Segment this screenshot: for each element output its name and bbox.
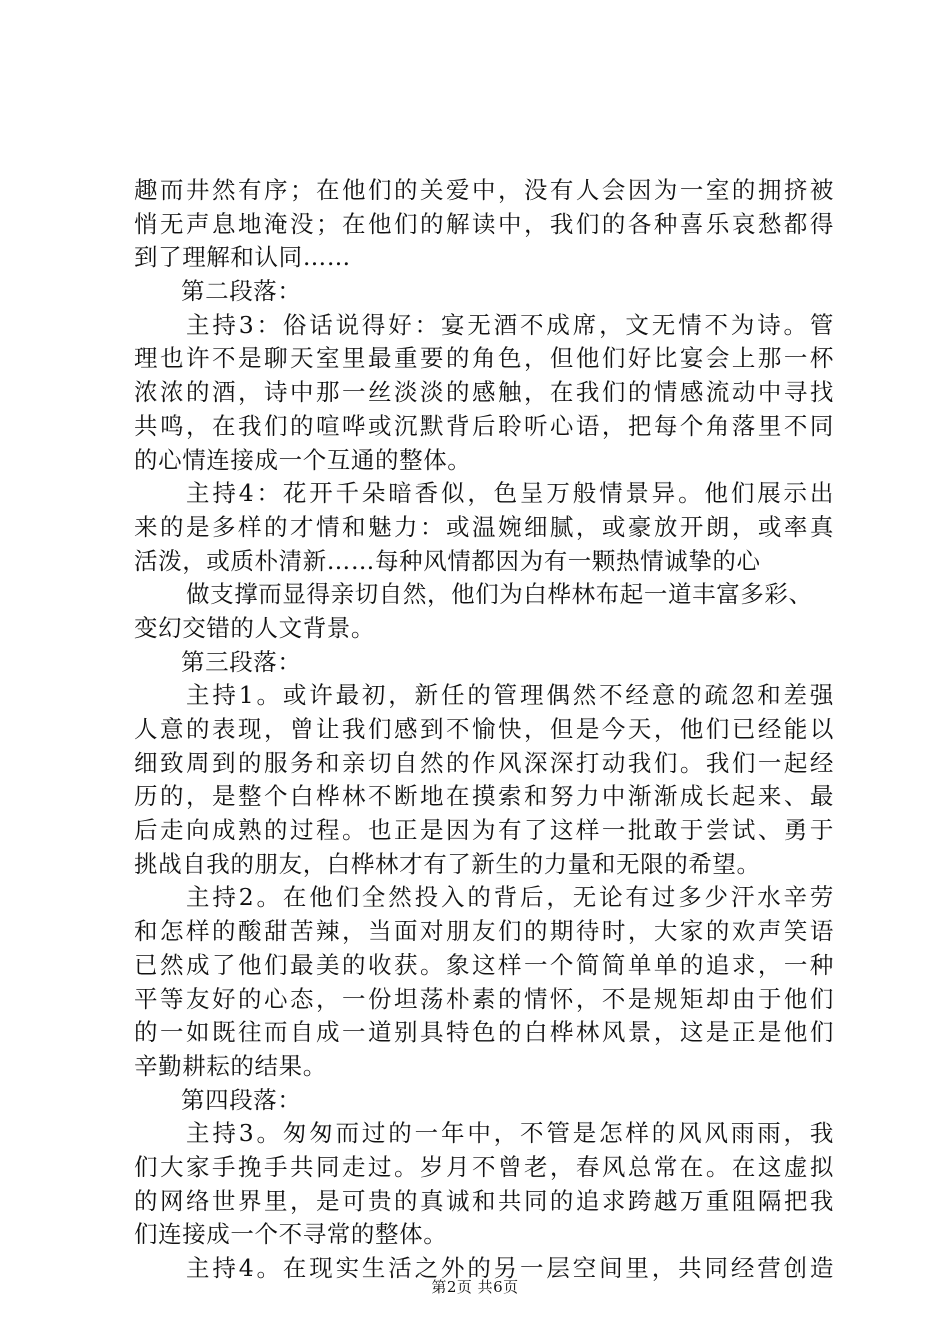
text-line: 人意的表现，曾让我们感到不愉快，但是今天，他们已经能以 <box>134 715 834 743</box>
text-line: 的心情连接成一个互通的整体。 <box>134 445 472 474</box>
text-line: 和怎样的酸甜苦辣，当面对朋友们的期待时，大家的欢声笑语 <box>134 917 834 946</box>
text-line: 已然成了他们最美的收获。象这样一个简简单单的追求，一种 <box>134 950 834 979</box>
text-line: 主持2。在他们全然投入的背后，无论有过多少汗水辛劳 <box>186 883 834 912</box>
text-line: 主持4：花开千朵暗香似，色呈万般情景异。他们展示出 <box>186 479 834 508</box>
text-line: 共鸣，在我们的喧哗或沉默背后聆听心语，把每个角落里不同 <box>134 411 834 440</box>
text-line: 平等友好的心态，一份坦荡朴素的情怀，不是规矩却由于他们 <box>134 984 834 1013</box>
document-body <box>134 174 834 1286</box>
section-heading: 第二段落： <box>181 277 302 306</box>
text-line: 主持3：俗话说得好：宴无酒不成席，文无情不为诗。管 <box>186 310 834 339</box>
text-line: 们连接成一个不寻常的整体。 <box>134 1220 448 1249</box>
text-line: 历的，是整个白桦林不断地在摸索和努力中渐渐成长起来、最 <box>134 782 834 811</box>
text-line: 变幻交错的人文背景。 <box>134 613 375 642</box>
text-line: 主持3。匆匆而过的一年中，不管是怎样的风风雨雨，我 <box>186 1119 834 1148</box>
text-line: 来的是多样的才情和魅力：或温婉细腻，或豪放开朗，或率真 <box>134 512 834 541</box>
text-line: 浓浓的酒，诗中那一丝淡淡的感触，在我们的情感流动中寻找 <box>134 378 834 407</box>
text-line: 悄无声息地淹没；在他们的解读中，我们的各种喜乐哀愁都得 <box>134 209 834 238</box>
text-line: 活泼，或质朴清新……每种风情都因为有一颗热情诚挚的心 <box>134 546 761 575</box>
page-footer <box>0 1276 950 1297</box>
text-line: 辛勤耕耘的结果。 <box>134 1051 327 1080</box>
text-line: 的一如既往而自成一道别具特色的白桦林风景，这是正是他们 <box>134 1018 834 1047</box>
text-line: 做支撑而显得亲切自然，他们为白桦林布起一道丰富多彩、 <box>186 580 813 609</box>
section-heading: 第四段落： <box>181 1085 302 1114</box>
text-line: 主持1。或许最初，新任的管理偶然不经意的疏忽和差强 <box>186 681 834 710</box>
text-line: 到了理解和认同…… <box>134 243 351 272</box>
page-number-label: 第2页 共6页 <box>431 1278 519 1296</box>
text-line: 后走向成熟的过程。也正是因为有了这样一批敢于尝试、勇于 <box>134 816 834 845</box>
text-line: 挑战自我的朋友，白桦林才有了新生的力量和无限的希望。 <box>134 849 761 878</box>
section-heading: 第三段落： <box>181 647 302 676</box>
text-line: 理也许不是聊天室里最重要的角色，但他们好比宴会上那一杯 <box>134 344 834 373</box>
text-line: 细致周到的服务和亲切自然的作风深深打动我们。我们一起经 <box>134 748 834 777</box>
text-line: 主持4。在现实生活之外的另一层空间里，共同经营创造 <box>186 1254 834 1282</box>
text-line: 们大家手挽手共同走过。岁月不曾老，春风总常在。在这虚拟 <box>134 1152 834 1181</box>
text-line: 的网络世界里，是可贵的真诚和共同的追求跨越万重阻隔把我 <box>134 1186 834 1215</box>
text-line: 趣而井然有序；在他们的关爱中，没有人会因为一室的拥挤被 <box>134 176 834 204</box>
